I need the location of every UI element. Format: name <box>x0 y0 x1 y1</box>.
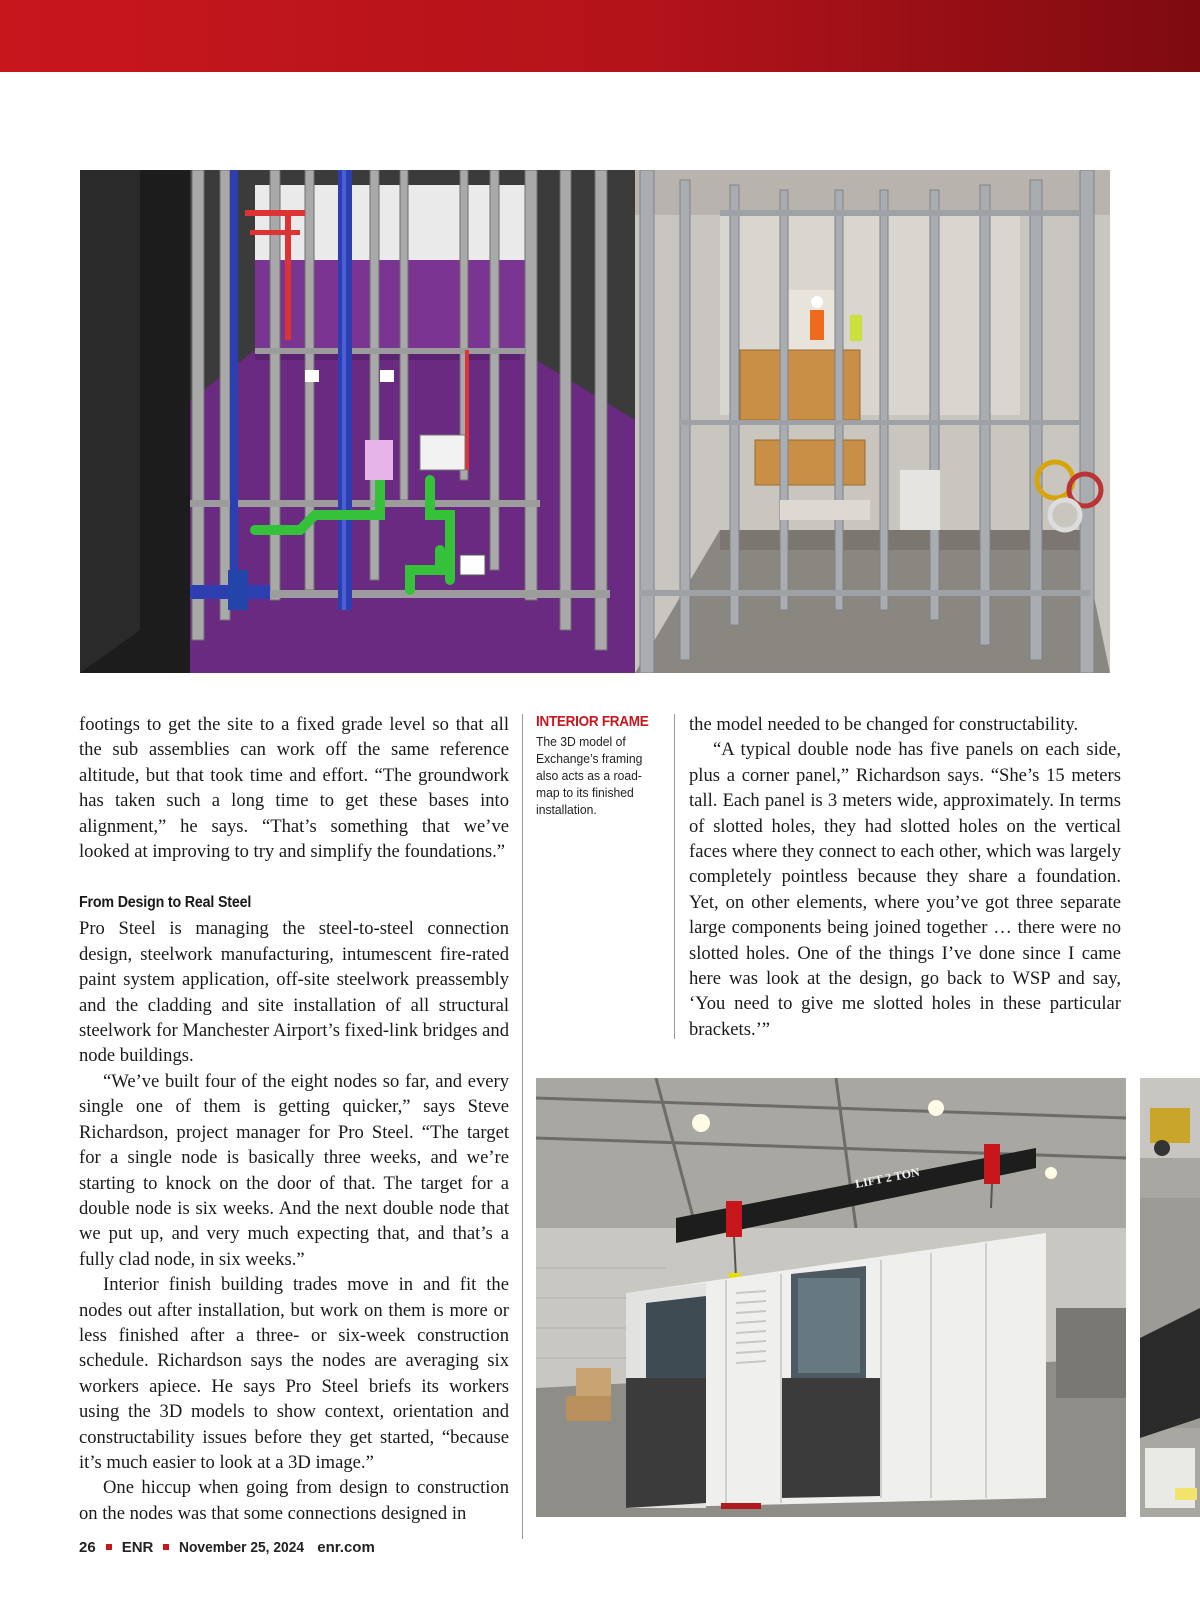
caption-title: INTERIOR FRAME <box>536 713 649 730</box>
interior-frame-photo <box>80 170 1110 673</box>
caption-body: The 3D model of Exchange’s framing also acts as a road-map to its finished installation. <box>536 734 643 817</box>
page-footer <box>79 1536 375 1558</box>
article-column-left <box>79 712 509 1526</box>
paragraph: One hiccup when going from design to construction on the nodes was that some connections designed in <box>79 1477 509 1524</box>
section-subhead: From Design to Real Steel <box>79 894 252 912</box>
magazine-name: ENR <box>121 1538 154 1556</box>
paragraph: Interior finish building trades move in and fit the nodes out after installation, but work on them is more or less finished after a three- or six-week construction schedule. Richardson says the nodes are averaging six workers apiece. He says Pro Steel briefs its workers using the 3D models to show context, orientation and constructability issues before they get started, “because it’s much easier to look at a 3D image.” <box>79 1274 509 1473</box>
real-framing-photo <box>635 170 1110 673</box>
separator-square-icon <box>106 1544 112 1550</box>
paragraph: “We’ve built four of the eight nodes so far, and every single one of them is getting quicker,” says Steve Richardson, project manager for Pro Steel. “The target for a single node is basically three weeks, and we’re starting to knock on the door of that. The target for a double node is six weeks. And the next double node that we put up, and very much expecting that, and that’s a fully clad node, in six weeks.” <box>79 1070 509 1270</box>
photo-caption <box>536 713 666 818</box>
header-color-band <box>0 0 1200 72</box>
jobsite-photo <box>1140 1078 1200 1517</box>
separator-square-icon <box>163 1544 169 1550</box>
column-divider <box>522 714 523 1539</box>
3d-model-render <box>80 170 635 673</box>
paragraph: the model needed to be changed for constructability. <box>689 714 1079 735</box>
lift-beam-label: LIFT 2 TON <box>853 1164 921 1191</box>
article-column-right <box>689 712 1121 1042</box>
node-module-lift-photo <box>536 1078 1126 1517</box>
paragraph: Pro Steel is managing the steel-to-steel connection design, steelwork manufacturing, intumescent fire-rated paint system application, off-site steelwork preassembly and the cladding and site installation of all structural steelwork for Manchester Airport’s fixed-link bridges and node buildings. <box>79 918 509 1067</box>
column-divider <box>674 714 675 1039</box>
paragraph: “A typical double node has five panels on each side, plus a corner panel,” Richardson says. “She’s 15 meters tall. Each panel is 3 meters wide, approximately. In terms of slotted holes, they had slotted holes on the vertical faces where they connect to each other, which was largely completely pointless because they share a foundation. Yet, on other elements, where you’ve got three separate large components being joined together … there were no slotted holes. One of the things I’ve done since I came here was look at the design, go back to WSP and say, ‘You need to give me slotted holes in these particular brackets.’” <box>689 739 1121 1040</box>
page-number: 26 <box>79 1538 96 1556</box>
paragraph: footings to get the site to a fixed grade level so that all the sub assemblies can work off the same reference altitude, but that took time and effort. “The groundwork has taken such a long time to get these bases into alignment,” he says. “That’s something that we’ve looked at improving to try and simplify the foundations.” <box>79 714 509 863</box>
issue-date: November 25, 2024 <box>179 1538 305 1556</box>
website-link[interactable]: enr.com <box>317 1538 375 1556</box>
